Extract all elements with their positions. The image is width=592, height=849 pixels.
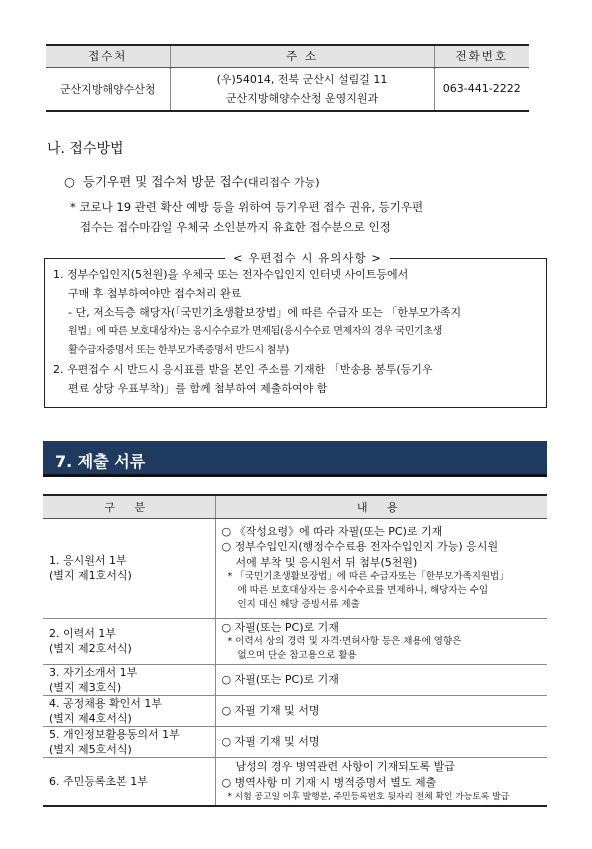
table-row <box>43 727 547 758</box>
table-row <box>43 618 547 665</box>
caution-line: - 단, 저소득층 해당자(「국민기초생활보장법」에 따른 수급자 또는 「한부모가족지 <box>68 306 462 319</box>
caution-line: 활수급자증명서 또는 한부모가족증명서 반드시 첨부) <box>68 345 290 356</box>
content-note: 인지 대신 해당 증빙서류 제출 <box>237 599 360 611</box>
caution-line: 2. 우편접수 시 반드시 응시표를 받을 본인 주소를 기재한 「반송용 봉투(등기우 <box>53 363 433 376</box>
caution-box <box>44 251 547 408</box>
phone-cell: 063-441-2222 <box>442 82 521 95</box>
table-row <box>43 696 547 727</box>
item-cell <box>43 696 215 727</box>
item-cell <box>43 618 215 665</box>
content-cell <box>215 758 547 807</box>
content-note: 에 따른 보호대상자는 응시수수료를 면제하니, 해당자는 수입 <box>237 585 489 597</box>
item-cell <box>43 518 215 618</box>
content-note: 없으며 단순 참고용으로 활용 <box>237 650 357 661</box>
content-line: ○ 자필(또는 PC)로 기재 <box>221 673 339 687</box>
item-title: 1. 응시원서 1부 <box>49 554 127 567</box>
caution-line: 구매 후 첨부하여야만 접수처리 완료 <box>68 287 242 300</box>
note-line: 접수는 접수마감일 우체국 소인분까지 유효한 접수분으로 인정 <box>80 220 391 234</box>
item-form: (별지 제4호서식) <box>49 712 132 725</box>
content-line: ○ 정부수입인지(행정수수료용 전자수입인지 가능) 응시원 <box>221 540 499 554</box>
caution-line: 원법」에 따른 보호대상자)는 응시수수료가 면제됨(응시수수료 면제자의 경우 국민기초생 <box>68 326 443 337</box>
item-title: 5. 개인정보활용동의서 1부 <box>49 728 180 741</box>
header-address: 주 소 <box>170 45 434 67</box>
table-row <box>43 665 547 696</box>
content-line: 서에 부착 및 응시원서 뒤 첨부(5천원) <box>235 555 418 569</box>
contact-table <box>46 44 529 112</box>
item-cell <box>43 758 215 807</box>
caution-line: 편료 상당 우표부착)」를 함께 첨부하여 제출하여야 함 <box>68 382 328 395</box>
note-block <box>70 197 550 237</box>
content-line: ○ 병역사항 미 기재 시 병적증명서 별도 제출 <box>221 775 437 789</box>
bullet-paren-text: (대리접수 가능) <box>243 176 320 189</box>
item-form: (별지 제1호서식) <box>49 569 132 582</box>
caution-title: < 우편접수 시 유의사항 > <box>225 250 390 266</box>
caution-line: 1. 정부수입인지(5천원)을 우체국 또는 전자수입인지 인터넷 사이트등에서 <box>53 268 409 281</box>
content-line: ○ 자필(또는 PC)로 기재 <box>221 620 339 634</box>
content-cell <box>215 618 547 665</box>
content-note: * 시험 공고일 이후 발행분, 주민등록번호 뒷자리 전체 확인 가능토록 발급 <box>227 792 510 802</box>
item-title: 3. 자기소개서 1부 <box>49 666 138 679</box>
item-cell <box>43 727 215 758</box>
header-content: 내 용 <box>215 495 547 518</box>
section-banner: 7. 제출 서류 <box>43 441 547 477</box>
caution-body <box>53 265 543 398</box>
item-cell <box>43 665 215 696</box>
item-title: 4. 공정채용 확인서 1부 <box>49 697 162 710</box>
content-cell <box>215 665 547 696</box>
header-category: 구 분 <box>43 495 215 518</box>
table-row <box>46 67 529 111</box>
content-line: ○ 《작성요령》에 따라 자필(또는 PC)로 기재 <box>221 524 443 538</box>
content-note: * 「국민기초생활보장법」에 따른 수급자또는「한부모가족지원법」 <box>227 571 509 583</box>
address-cell <box>170 67 434 111</box>
item-form: (별지 제2호서식) <box>49 642 132 656</box>
office-cell: 군산지방해양수산청 <box>46 67 170 111</box>
content-line: 남성의 경우 병역관련 사항이 기재되도록 발급 <box>235 760 455 773</box>
content-cell <box>215 727 547 758</box>
item-title: 2. 이력서 1부 <box>49 627 116 641</box>
header-office: 접수처 <box>46 45 170 67</box>
address-line1: (우)54014, 전북 군산시 설림길 11 <box>216 72 388 86</box>
address-line2: 군산지방해양수산청 운영지원과 <box>225 91 379 105</box>
table-row <box>43 518 547 618</box>
table-row <box>43 758 547 807</box>
content-cell <box>215 518 547 618</box>
content-line: ○ 자필 기재 및 서명 <box>221 735 320 749</box>
item-title: 6. 주민등록초본 1부 <box>49 775 148 788</box>
content-line: ○ 자필 기재 및 서명 <box>221 704 320 718</box>
bullet-item <box>64 172 320 190</box>
section-heading: 나. 접수방법 <box>47 141 124 157</box>
bullet-symbol: ○ <box>64 174 75 189</box>
bullet-main-text: 등기우편 및 접수처 방문 접수 <box>82 174 244 189</box>
content-note: * 이력서 상의 경력 및 자격·면허사항 등은 채용에 영향은 <box>227 636 462 647</box>
content-cell <box>215 696 547 727</box>
header-phone: 전화번호 <box>434 45 529 67</box>
item-form: (별지 제5호서식) <box>49 743 132 756</box>
documents-table <box>43 494 547 807</box>
item-form: (별지 제3호식) <box>49 681 122 694</box>
note-line: * 코로나 19 관련 확산 예방 등을 위하여 등기우편 접수 권유, 등기우편 <box>70 200 424 214</box>
